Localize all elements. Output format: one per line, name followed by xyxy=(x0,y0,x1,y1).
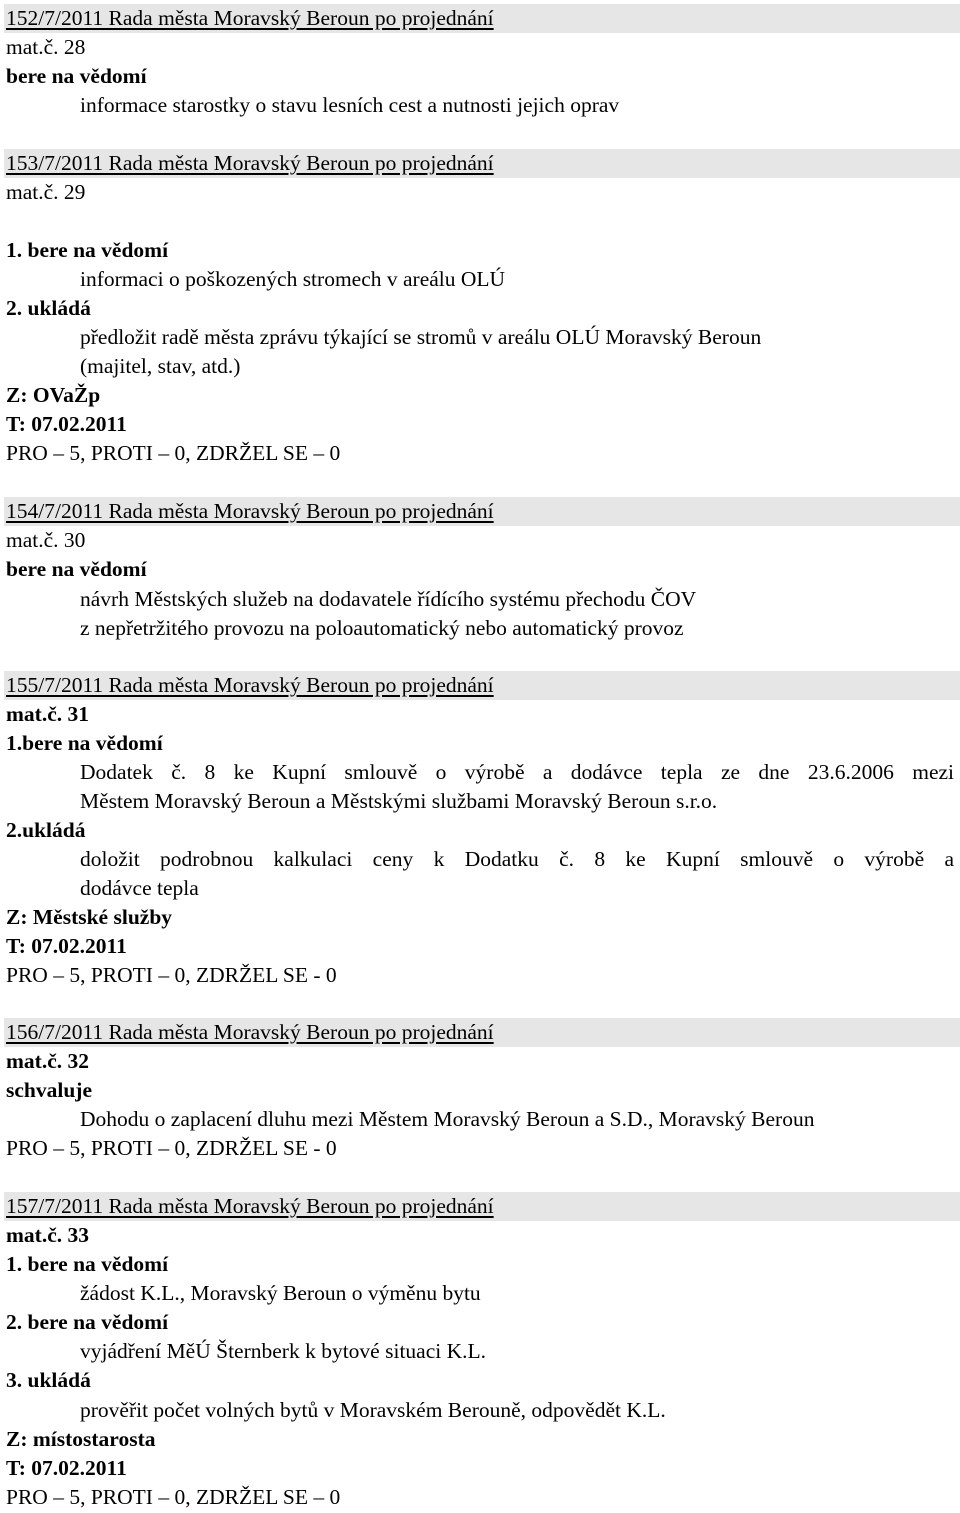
resolution-verb: schvaluje xyxy=(6,1078,92,1102)
material-number: mat.č. 32 xyxy=(6,1049,89,1073)
material-number: mat.č. 31 xyxy=(6,702,89,726)
resolution-text: Dohodu o zaplacení dluhu mezi Městem Moravský Beroun a S.D., Moravský Beroun xyxy=(80,1107,815,1131)
resolution-verb: 2. ukládá xyxy=(6,296,91,320)
resolution-verb: 1. bere na vědomí xyxy=(6,238,169,262)
resolution-text: návrh Městských služeb na dodavatele řídícího systému přechodu ČOV xyxy=(80,587,697,611)
resolution-verb: 2. bere na vědomí xyxy=(6,1310,169,1334)
resolution-text: Městem Moravský Beroun a Městskými službami Moravský Beroun s.r.o. xyxy=(80,789,718,813)
resolution-text: informace starostky o stavu lesních cest a nutnosti jejich oprav xyxy=(80,93,620,117)
material-number: mat.č. 29 xyxy=(6,180,86,204)
resolution-verb: 2.ukládá xyxy=(6,818,86,842)
material-number: mat.č. 28 xyxy=(6,35,86,59)
resolution-text: předložit radě města zprávu týkající se stromů v areálu OLÚ Moravský Beroun xyxy=(80,325,762,349)
responsible-party: Z: místostarosta xyxy=(6,1427,156,1451)
resolution-header-157: 157/7/2011 Rada města Moravský Beroun po projednání xyxy=(4,1192,960,1221)
resolution-verb: 3. ukládá xyxy=(6,1368,91,1392)
resolution-verb: bere na vědomí xyxy=(6,64,147,88)
resolution-verb: 1. bere na vědomí xyxy=(6,1252,169,1276)
resolution-header-154: 154/7/2011 Rada města Moravský Beroun po projednání xyxy=(4,497,960,526)
resolution-header-155: 155/7/2011 Rada města Moravský Beroun po projednání xyxy=(4,671,960,700)
material-number: mat.č. 30 xyxy=(6,528,86,552)
resolution-text: dodávce tepla xyxy=(80,876,199,900)
responsible-party: Z: Městské služby xyxy=(6,905,173,929)
resolution-text: (majitel, stav, atd.) xyxy=(80,354,241,378)
resolution-text: žádost K.L., Moravský Beroun o výměnu bytu xyxy=(80,1281,481,1305)
responsible-party: Z: OVaŽp xyxy=(6,383,101,407)
deadline: T: 07.02.2011 xyxy=(6,1456,127,1480)
resolution-text: Dodatek č. 8 ke Kupní smlouvě o výrobě a dodávce tepla ze dne 23.6.2006 mezi xyxy=(80,760,954,784)
vote-result: PRO – 5, PROTI – 0, ZDRŽEL SE – 0 xyxy=(6,1485,341,1509)
deadline: T: 07.02.2011 xyxy=(6,412,127,436)
vote-result: PRO – 5, PROTI – 0, ZDRŽEL SE – 0 xyxy=(6,441,341,465)
deadline: T: 07.02.2011 xyxy=(6,934,127,958)
resolution-text: vyjádření MěÚ Šternberk k bytové situaci K.L. xyxy=(80,1339,487,1363)
resolution-header-152: 152/7/2011 Rada města Moravský Beroun po projednání xyxy=(4,4,960,33)
resolution-verb: bere na vědomí xyxy=(6,557,147,581)
resolution-text: doložit podrobnou kalkulaci ceny k Dodatku č. 8 ke Kupní smlouvě o výrobě a xyxy=(80,847,954,871)
resolution-text: z nepřetržitého provozu na poloautomatický nebo automatický provoz xyxy=(80,616,684,640)
vote-result: PRO – 5, PROTI – 0, ZDRŽEL SE - 0 xyxy=(6,963,337,987)
resolution-header-156: 156/7/2011 Rada města Moravský Beroun po projednání xyxy=(4,1018,960,1047)
resolution-header-153: 153/7/2011 Rada města Moravský Beroun po projednání xyxy=(4,149,960,178)
resolution-verb: 1.bere na vědomí xyxy=(6,731,163,755)
material-number: mat.č. 33 xyxy=(6,1223,89,1247)
vote-result: PRO – 5, PROTI – 0, ZDRŽEL SE - 0 xyxy=(6,1136,337,1160)
resolution-text: prověřit počet volných bytů v Moravském Berouně, odpovědět K.L. xyxy=(80,1398,666,1422)
resolution-text: informaci o poškozených stromech v areálu OLÚ xyxy=(80,267,506,291)
